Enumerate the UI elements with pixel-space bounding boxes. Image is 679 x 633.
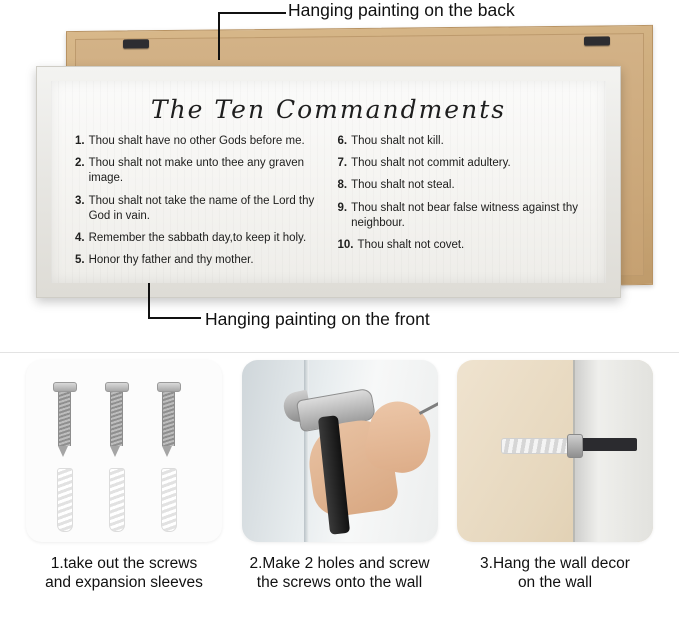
commandment-text: Remember the sabbath day,to keep it holy.	[88, 231, 307, 244]
step-3	[457, 360, 653, 633]
step-2-caption-line1: 2.Make 2 holes and screw	[249, 555, 430, 572]
step-2-caption	[249, 554, 429, 593]
screw-icon	[108, 382, 124, 457]
commandment-text: Thou shalt not kill.	[351, 135, 444, 147]
commandment-text: Thou shalt not covet.	[357, 238, 465, 251]
sawtooth-hanger-right-icon	[584, 36, 610, 45]
wall-anchor-icon	[109, 468, 125, 532]
wall-anchor-icon	[161, 468, 177, 532]
sign-panel	[51, 81, 606, 283]
commandment-number: 6.	[337, 135, 348, 147]
commandment-number: 7.	[337, 157, 348, 170]
commandment-item	[75, 156, 320, 186]
sawtooth-hanger-left-icon	[123, 39, 149, 48]
commandment-text: Honor thy father and thy mother.	[88, 254, 254, 267]
nail-icon	[418, 400, 437, 415]
wall-anchor-icon	[57, 468, 73, 532]
step-2-caption-line2: the screws onto the wall	[256, 574, 423, 592]
step-3-caption	[480, 554, 630, 593]
step-1-caption	[45, 554, 203, 593]
commandment-number: 3.	[75, 194, 85, 207]
step-1-caption-line1: 1.take out the screws	[50, 555, 198, 572]
callout-label-back: Hanging painting on the back	[288, 0, 515, 20]
sign-title: The Ten Commandments	[150, 95, 507, 124]
commandment-number: 2.	[75, 157, 85, 170]
commandment-item	[338, 156, 583, 171]
installation-steps	[0, 360, 679, 633]
commandment-item	[75, 231, 320, 246]
commandments-column-right	[338, 134, 583, 275]
commandment-item	[75, 134, 320, 149]
callout-leader-back-horizontal	[218, 12, 286, 14]
step-1-caption-line2: and expansion sleeves	[45, 574, 203, 592]
step-2	[242, 360, 438, 633]
step-3-caption-line1: 3.Hang the wall decor	[480, 555, 630, 572]
callout-leader-back-vertical	[218, 12, 220, 60]
callout-label-front: Hanging painting on the front	[205, 309, 430, 329]
commandment-number: 9.	[337, 201, 348, 214]
mounted-screw-icon	[501, 434, 593, 456]
step-1	[26, 360, 222, 633]
wall-corner-edge	[304, 360, 309, 542]
framed-sign-front	[36, 66, 621, 298]
commandment-number: 4.	[75, 231, 85, 244]
hammer-nail-into-wall-photo	[242, 360, 438, 542]
commandment-text: Thou shalt not steal.	[351, 179, 455, 192]
step-3-caption-line2: on the wall	[517, 574, 593, 592]
commandment-item	[338, 238, 583, 253]
commandment-number: 1.	[75, 135, 85, 147]
commandment-item	[75, 253, 320, 268]
commandment-item	[338, 178, 583, 193]
commandment-text: Thou shalt not take the name of the Lord thy God in vain.	[88, 194, 315, 222]
screw-icon	[160, 382, 176, 457]
commandments-columns	[69, 134, 588, 275]
commandment-text: Thou shalt not commit adultery.	[351, 157, 511, 170]
callout-leader-front-horizontal	[148, 317, 201, 319]
screw-icon	[56, 382, 72, 457]
commandment-text: Thou shalt have no other Gods before me.	[88, 135, 305, 147]
commandment-item	[338, 201, 583, 231]
commandments-column-left	[75, 134, 320, 275]
commandment-item	[338, 134, 583, 149]
callout-leader-front-vertical	[148, 283, 150, 319]
hang-frame-on-anchor-photo	[457, 360, 653, 542]
commandment-text: Thou shalt not bear false witness against thy neighbour.	[351, 201, 579, 229]
screws-and-anchors-photo	[26, 360, 222, 542]
commandment-text: Thou shalt not make unto thee any graven image.	[88, 157, 305, 185]
commandment-item	[75, 194, 320, 224]
commandment-number: 10.	[337, 238, 354, 251]
commandment-number: 5.	[75, 254, 85, 267]
section-divider	[0, 352, 679, 353]
commandment-number: 8.	[337, 179, 348, 192]
